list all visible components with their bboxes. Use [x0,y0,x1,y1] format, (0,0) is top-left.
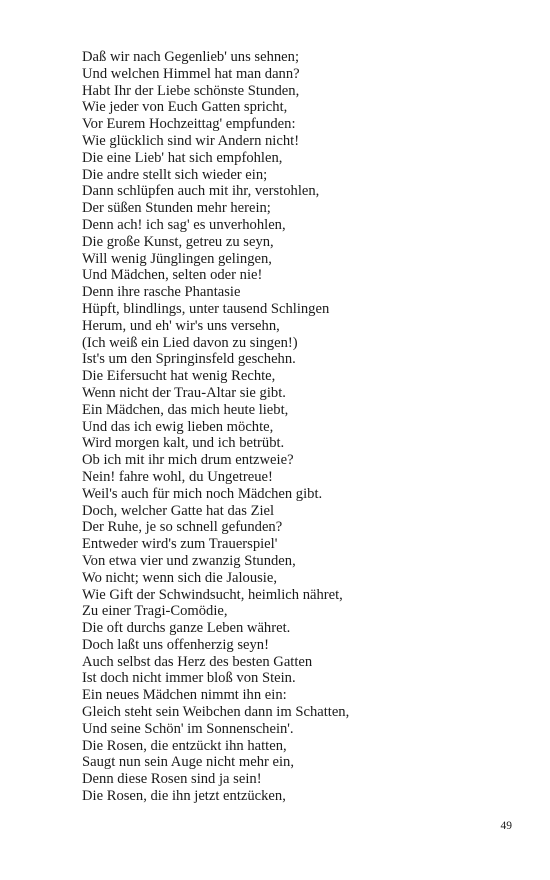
poem-line: Wie glücklich sind wir Andern nicht! [82,132,300,149]
poem-line: Und das ich ewig lieben möchte, [82,418,274,435]
poem-line: Weil's auch für mich noch Mädchen gibt. [82,485,323,502]
poem-line: Die Eifersucht hat wenig Rechte, [82,368,276,385]
poem-line: Gleich steht sein Weibchen dann im Schatten, [82,704,350,721]
poem-line: Der süßen Stunden mehr herein; [82,200,271,217]
poem-line: Und Mädchen, selten oder nie! [82,267,263,284]
poem-line: Und welchen Himmel hat man dann? [82,65,300,82]
poem-line: Daß wir nach Gegenlieb' uns sehnen; [82,49,300,65]
poem-line: Ein Mädchen, das mich heute liebt, [82,401,289,418]
poem-line: Die oft durchs ganze Leben währet. [82,620,291,637]
poem-line: Denn ach! ich sag' es unverhohlen, [82,216,286,233]
poem-line: Von etwa vier und zwanzig Stunden, [82,552,296,569]
poem-line: Herum, und eh' wir's uns versehn, [82,317,280,334]
poem-line: Der Ruhe, je so schnell gefunden? [82,519,283,536]
poem-line: Auch selbst das Herz des besten Gatten [82,653,313,670]
poem-line: Wie Gift der Schwindsucht, heimlich nähret, [82,586,343,603]
poem-line: Ist doch nicht immer bloß von Stein. [82,670,296,687]
poem-line: Wie jeder von Euch Gatten spricht, [82,99,288,116]
poem-line: Die große Kunst, getreu zu seyn, [82,233,274,250]
poem-line: Wenn nicht der Trau-Altar sie gibt. [82,384,286,401]
poem-line: Entweder wird's zum Trauerspiel' [82,536,278,553]
poem-line: Die Rosen, die ihn jetzt entzücken, [82,788,286,805]
poem-line: Zu einer Tragi-Comödie, [82,603,228,620]
poem-line: (Ich weiß ein Lied davon zu singen!) [82,334,298,351]
poem-line: Ein neues Mädchen nimmt ihn ein: [82,687,287,704]
poem-text-block [82,49,349,805]
poem-line: Wo nicht; wenn sich die Jalousie, [82,569,277,586]
poem-line: Dann schlüpfen auch mit ihr, verstohlen, [82,183,320,200]
page-number: 49 [500,820,512,832]
poem-line: Ob ich mit ihr mich drum entzweie? [82,452,294,469]
poem-line: Vor Eurem Hochzeittag' empfunden: [82,116,296,133]
poem-line: Die Rosen, die entzückt ihn hatten, [82,737,287,754]
poem-line: Denn ihre rasche Phantasie [82,284,241,301]
poem-line: Wird morgen kalt, und ich betrübt. [82,435,285,452]
poem-line: Will wenig Jünglingen gelingen, [82,250,272,267]
poem-line: Die andre stellt sich wieder ein; [82,166,268,183]
poem-line: Denn diese Rosen sind ja sein! [82,771,262,788]
poem-line: Ist's um den Springinsfeld geschehn. [82,351,296,368]
poem-line: Doch laßt uns offenherzig seyn! [82,636,269,653]
poem-line: Habt Ihr der Liebe schönste Stunden, [82,82,300,99]
poem-line: Hüpft, blindlings, unter tausend Schlingen [82,300,330,317]
poem-line: Nein! fahre wohl, du Ungetreue! [82,468,273,485]
poem-line: Doch, welcher Gatte hat das Ziel [82,502,275,519]
poem-line: Die eine Lieb' hat sich empfohlen, [82,149,283,166]
poem-line: Und seine Schön' im Sonnenschein'. [82,720,294,737]
poem-line: Saugt nun sein Auge nicht mehr ein, [82,754,294,771]
